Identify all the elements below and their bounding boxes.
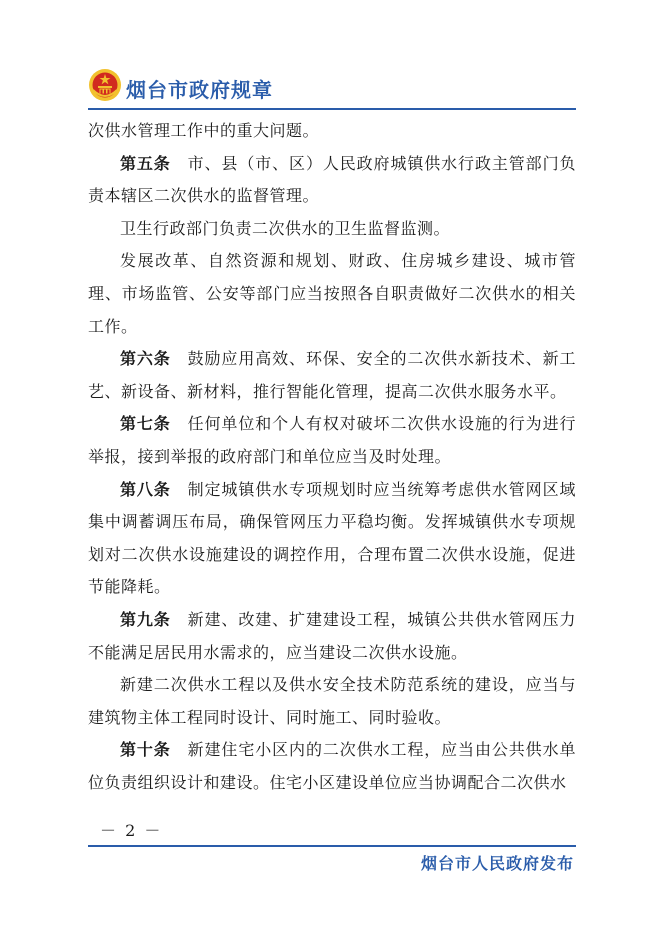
document-body [88, 115, 576, 799]
paragraph [88, 245, 576, 343]
header-title: 烟台市政府规章 [126, 78, 273, 102]
footer-publisher: 烟台市人民政府发布 [420, 854, 574, 873]
footer-divider [88, 845, 576, 847]
paragraph-text: 制定城镇供水专项规划时应当统筹考虑供水管网区域集中调蓄调压布局，确保管网压力平稳均衡。发挥城镇供水专项规划对二次供水设施建设的调控作用，合理布置二次供水设施，促进节能降耗。 [88, 479, 576, 597]
article-number: 第九条 [120, 609, 171, 629]
paragraph [88, 734, 576, 799]
paragraph [88, 604, 576, 669]
paragraph-text: 新建二次供水工程以及供水安全技术防范系统的建设，应当与建筑物主体工程同时设计、同时施工、同时验收。 [88, 675, 576, 727]
article-number: 第六条 [120, 349, 171, 369]
article-number: 第八条 [120, 479, 171, 499]
article-number: 第五条 [120, 153, 171, 173]
article-number: 第七条 [120, 414, 171, 434]
paragraph [88, 148, 576, 213]
paragraph-text: 卫生行政部门负责二次供水的卫生监督监测。 [120, 218, 451, 238]
national-emblem-icon [88, 68, 122, 102]
paragraph-text: 发展改革、自然资源和规划、财政、住房城乡建设、城市管理、市场监管、公安等部门应当按照各自职责做好二次供水的相关工作。 [88, 251, 576, 336]
paragraph [88, 115, 576, 148]
page-header [88, 66, 576, 108]
page-number: － 2 － [100, 821, 163, 840]
header-divider [88, 108, 576, 110]
paragraph-text: 鼓励应用高效、环保、安全的二次供水新技术、新工艺、新设备、新材料，推行智能化管理，提高二次供水服务水平。 [88, 349, 576, 401]
paragraph-text: 任何单位和个人有权对破坏二次供水设施的行为进行举报，接到举报的政府部门和单位应当及时处理。 [88, 414, 576, 466]
paragraph [88, 213, 576, 246]
paragraph-text: 次供水管理工作中的重大问题。 [88, 121, 320, 140]
paragraph [88, 408, 576, 473]
paragraph [88, 343, 576, 408]
paragraph-text: 新建、改建、扩建建设工程，城镇公共供水管网压力不能满足居民用水需求的，应当建设二次供水设施。 [88, 609, 576, 662]
paragraph-text: 新建住宅小区内的二次供水工程，应当由公共供水单位负责组织设计和建设。住宅小区建设单位应当协调配合二次供水 [88, 740, 576, 792]
paragraph-text: 市、县（市、区）人民政府城镇供水行政主管部门负责本辖区二次供水的监督管理。 [88, 153, 576, 206]
paragraph [88, 474, 576, 604]
paragraph [88, 669, 576, 734]
article-number: 第十条 [120, 740, 171, 760]
